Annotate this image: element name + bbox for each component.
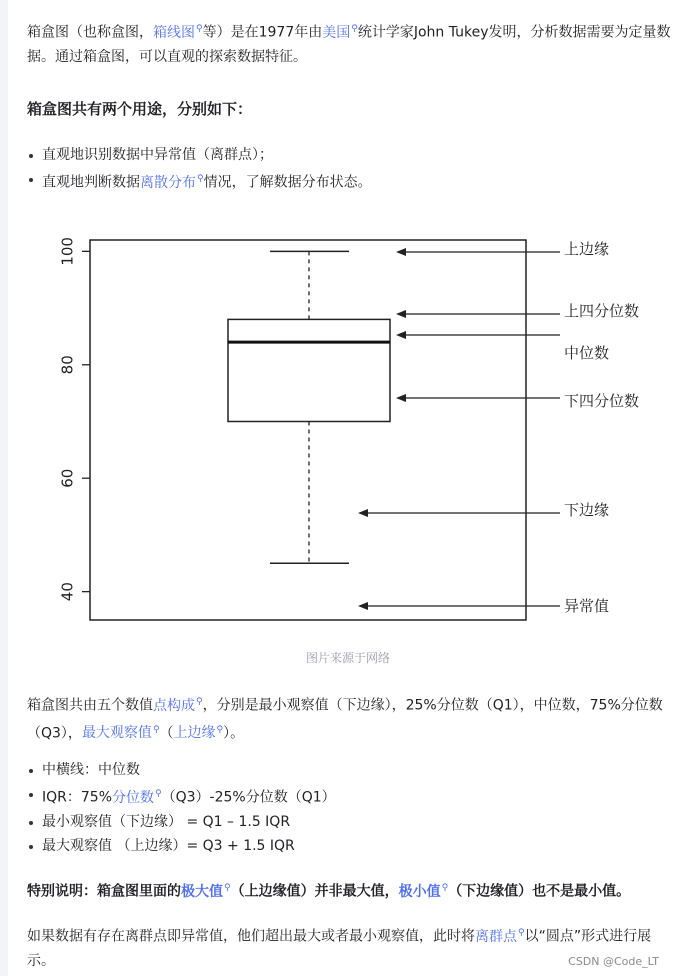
- list-item: [27, 143, 667, 167]
- y-tick-label-80: 80: [58, 355, 77, 375]
- label-upper-whisker: 上边缘: [564, 240, 610, 258]
- arrowhead-median: [396, 331, 406, 339]
- iqr-box: [228, 319, 390, 421]
- para3-text-2: 以“圆点”形式进行展示。: [27, 928, 652, 969]
- section-heading-uses: 箱盒图共有两个用途，分别如下：: [27, 100, 253, 118]
- boxplot-figure: [40, 225, 670, 640]
- uses-list: [27, 143, 667, 195]
- intro-text-2: 等）是在1977年由: [202, 24, 323, 41]
- para2-text-2: ，分别是最小观察值（下边缘），25%分位数（Q1），中位数，75%分位数（Q3），: [27, 697, 663, 742]
- intro-text-3: 统计学家John Tukey发明，分析数据需要为定量数据。通过箱盒图，可以直观的探索数据特征。: [27, 24, 671, 65]
- link-outlier[interactable]: 离群点 ⚲: [475, 929, 525, 945]
- arrowhead-outlier: [358, 602, 368, 610]
- y-axis: [59, 237, 91, 601]
- special-note: [27, 876, 672, 904]
- special-text-3: （下边缘值）也不是最小值。: [448, 883, 631, 900]
- link-quantile[interactable]: 分位数 ⚲: [112, 790, 162, 806]
- link-discrete-distribution[interactable]: 离散分布 ⚲: [140, 175, 204, 191]
- use-item-1-text: 直观地识别数据中异常值（离群点）；: [42, 147, 273, 163]
- label-lower-whisker: 下边缘: [564, 501, 610, 519]
- five-values-paragraph: [27, 690, 672, 745]
- label-lower-quartile: 下四分位数: [564, 392, 640, 410]
- label-outlier: 异常值: [564, 597, 610, 615]
- y-tick-label-100: 100: [58, 237, 77, 266]
- list-item: [27, 834, 667, 858]
- figure-caption: 图片来源于网络: [305, 651, 390, 665]
- left-gutter: [0, 0, 8, 976]
- link-minimum[interactable]: 极小值 ⚲: [399, 884, 449, 900]
- def-item-2-pre: IQR：75%: [42, 789, 112, 806]
- y-tick-label-60: 60: [58, 468, 77, 488]
- list-item: [27, 810, 667, 834]
- arrowhead-lower-whisker: [358, 509, 368, 517]
- y-tick-label-40: 40: [58, 582, 77, 602]
- use-item-2-pre: 直观地判断数据: [42, 174, 140, 191]
- definitions-list: [27, 758, 667, 858]
- link-upper-edge[interactable]: 上边缘 ⚲: [174, 725, 224, 741]
- def-item-1: 中横线：中位数: [42, 762, 140, 778]
- para2-text-1: 箱盒图共由五个数值: [27, 697, 153, 714]
- def-item-3: 最小观察值（下边缘） = Q1 – 1.5 IQR: [42, 813, 291, 830]
- arrowhead-upper-quartile: [396, 310, 406, 318]
- arrowhead-lower-quartile: [396, 394, 406, 402]
- list-item: [27, 758, 667, 782]
- link-point-composition[interactable]: 点构成 ⚲: [153, 698, 203, 714]
- special-text-2: （上边缘值）并非最大值，: [230, 883, 399, 900]
- annotations: [358, 240, 639, 615]
- intro-paragraph: [27, 17, 672, 69]
- link-usa[interactable]: 美国 ⚲: [322, 25, 358, 41]
- list-item: [27, 782, 667, 810]
- link-max-observation[interactable]: 最大观察值 ⚲: [82, 725, 160, 741]
- label-upper-quartile: 上四分位数: [564, 302, 640, 320]
- label-median: 中位数: [564, 344, 610, 362]
- link-boxplot[interactable]: 箱线图 ⚲: [153, 25, 203, 41]
- intro-text-1: 箱盒图（也称盒图，: [27, 24, 153, 41]
- def-item-2-post: （Q3）-25%分位数（Q1）: [161, 789, 336, 806]
- list-item: [27, 167, 667, 195]
- def-item-4: 最大观察值 （上边缘）= Q3 + 1.5 IQR: [42, 837, 295, 854]
- para2-text-4: ）。: [223, 725, 245, 742]
- use-item-2-post: 情况，了解数据分布状态。: [203, 174, 372, 191]
- para3-text-1: 如果数据有存在离群点即异常值，他们超出最大或者最小观察值，此时将: [27, 928, 475, 945]
- arrowhead-upper-whisker: [396, 248, 406, 256]
- watermark: CSDN @Code_LT: [568, 955, 659, 968]
- special-text-1: 特别说明：箱盒图里面的: [27, 883, 181, 900]
- link-maximum[interactable]: 极大值 ⚲: [181, 884, 231, 900]
- para2-text-3: （: [159, 725, 174, 742]
- boxplot: [228, 251, 390, 640]
